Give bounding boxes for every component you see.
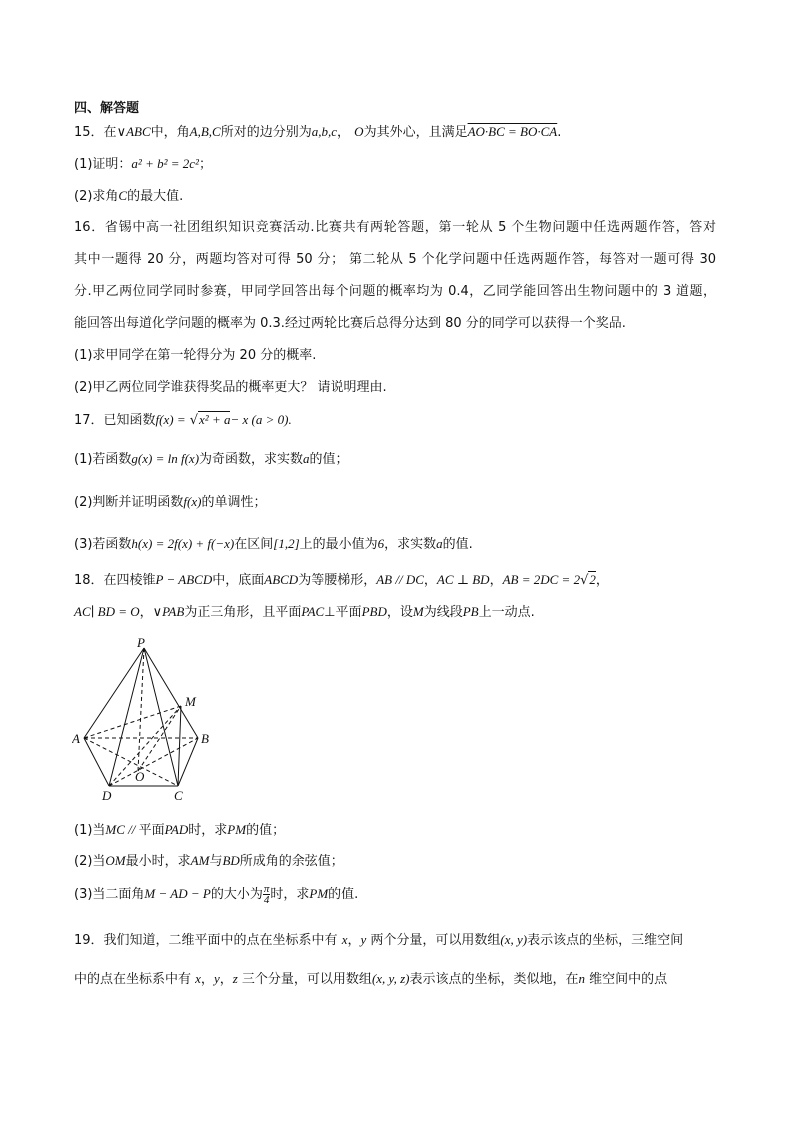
solid-edges (84, 648, 198, 786)
label-B: B (201, 731, 209, 746)
edge-AD (84, 738, 109, 786)
edge-PB (144, 648, 198, 738)
q17-part2: (2)判断并证明函数f(x)的单调性； (74, 494, 267, 510)
edge-PC (144, 648, 178, 786)
q18-part1: (1)当MC // 平面PAD时，求PM的值； (74, 822, 286, 838)
q18-stem: 18．在四棱锥P − ABCD中，底面ABCD为等腰梯形，AB // DC，AC ⊥ BD，AB = 2DC = 2√2， (74, 572, 609, 588)
q17-part3: (3)若函数h(x) = 2f(x) + f(−x)在区间[1,2]上的最小值为6，求实数a的值. (74, 536, 473, 552)
label-D: D (102, 788, 112, 803)
diag-BD (109, 738, 198, 786)
q16-line1: 16．省锡中高一社团组织知识竞赛活动.比赛共有两轮答题，第一轮从 5 个生物问题中任选两题作答，答对 (74, 220, 716, 235)
label-C: C (174, 788, 183, 803)
q15-part1: (1)证明：a² + b² = 2c²； (74, 156, 212, 172)
q16-line3: 分.甲乙两位同学同时参赛，甲同学回答出每个问题的概率均为 0.4，乙同学能回答出生物问题中的 3 道题， (74, 284, 716, 299)
q17-stem: 17．已知函数f(x) = √x² + a− x (a > 0). (74, 412, 292, 428)
q19-line1: 19．我们知道，二维平面中的点在坐标系中有 x，y 两个分量，可以用数组(x, y)表示该点的坐标，三维空间 (74, 932, 684, 948)
q18-part2: (2)当OM最小时，求AM与BD所成角的余弦值； (74, 853, 344, 869)
q18-line2: AC∣ BD = O，∨PAB为正三角形，且平面PAC⊥平面PBD，设M为线段PB上一动点. (74, 604, 535, 620)
label-M: M (185, 694, 196, 709)
edge-MC (178, 706, 181, 786)
q16-part1: (1)求甲同学在第一轮得分为 20 分的概率. (74, 348, 317, 363)
pyramid-figure (72, 636, 222, 806)
section-heading: 四、解答题 (74, 101, 140, 116)
q16-line4: 能回答出每道化学问题的概率为 0.3.经过两轮比赛后总得分达到 80 分的同学可以获得一个奖品. (74, 316, 626, 331)
edge-PD (109, 648, 144, 786)
diag-AC (84, 738, 178, 786)
label-O: O (135, 769, 145, 784)
q15-stem: 15．在∨ABC中，角A,B,C所对的边分别为a,b,c， O为其外心，且满足AO·BC = BO·CA. (74, 124, 562, 140)
q18-part3: (3)当二面角M − AD − P的大小为 $\frac{\pi}{4}$ 时，求PM的值. (74, 883, 359, 906)
label-A: A (72, 731, 80, 746)
q19-line2: 中的点在坐标系中有 x，y，z 三个分量，可以用数组(x, y, z)表示该点的坐标，类似地，在n 维空间中的点 (74, 971, 668, 987)
seg-OM (138, 706, 181, 771)
q15-part2: (2)求角C的最大值. (74, 188, 184, 204)
edge-PA (84, 648, 144, 738)
q17-part1: (1)若函数g(x) = ln f(x)为奇函数，求实数a的值； (74, 451, 349, 467)
fraction-pi-over-4: $\frac{\pi}{4}$ (263, 883, 270, 906)
q16-line2: 其中一题得 20 分，两题均答对可得 50 分； 第二轮从 5 个化学问题中任选两题作答，每答对一题可得 30 (74, 252, 716, 267)
edge-CB (178, 738, 198, 786)
q16-part2: (2)甲乙两位同学谁获得奖品的概率更大？ 请说明理由. (74, 380, 387, 395)
label-P: P (137, 636, 145, 650)
